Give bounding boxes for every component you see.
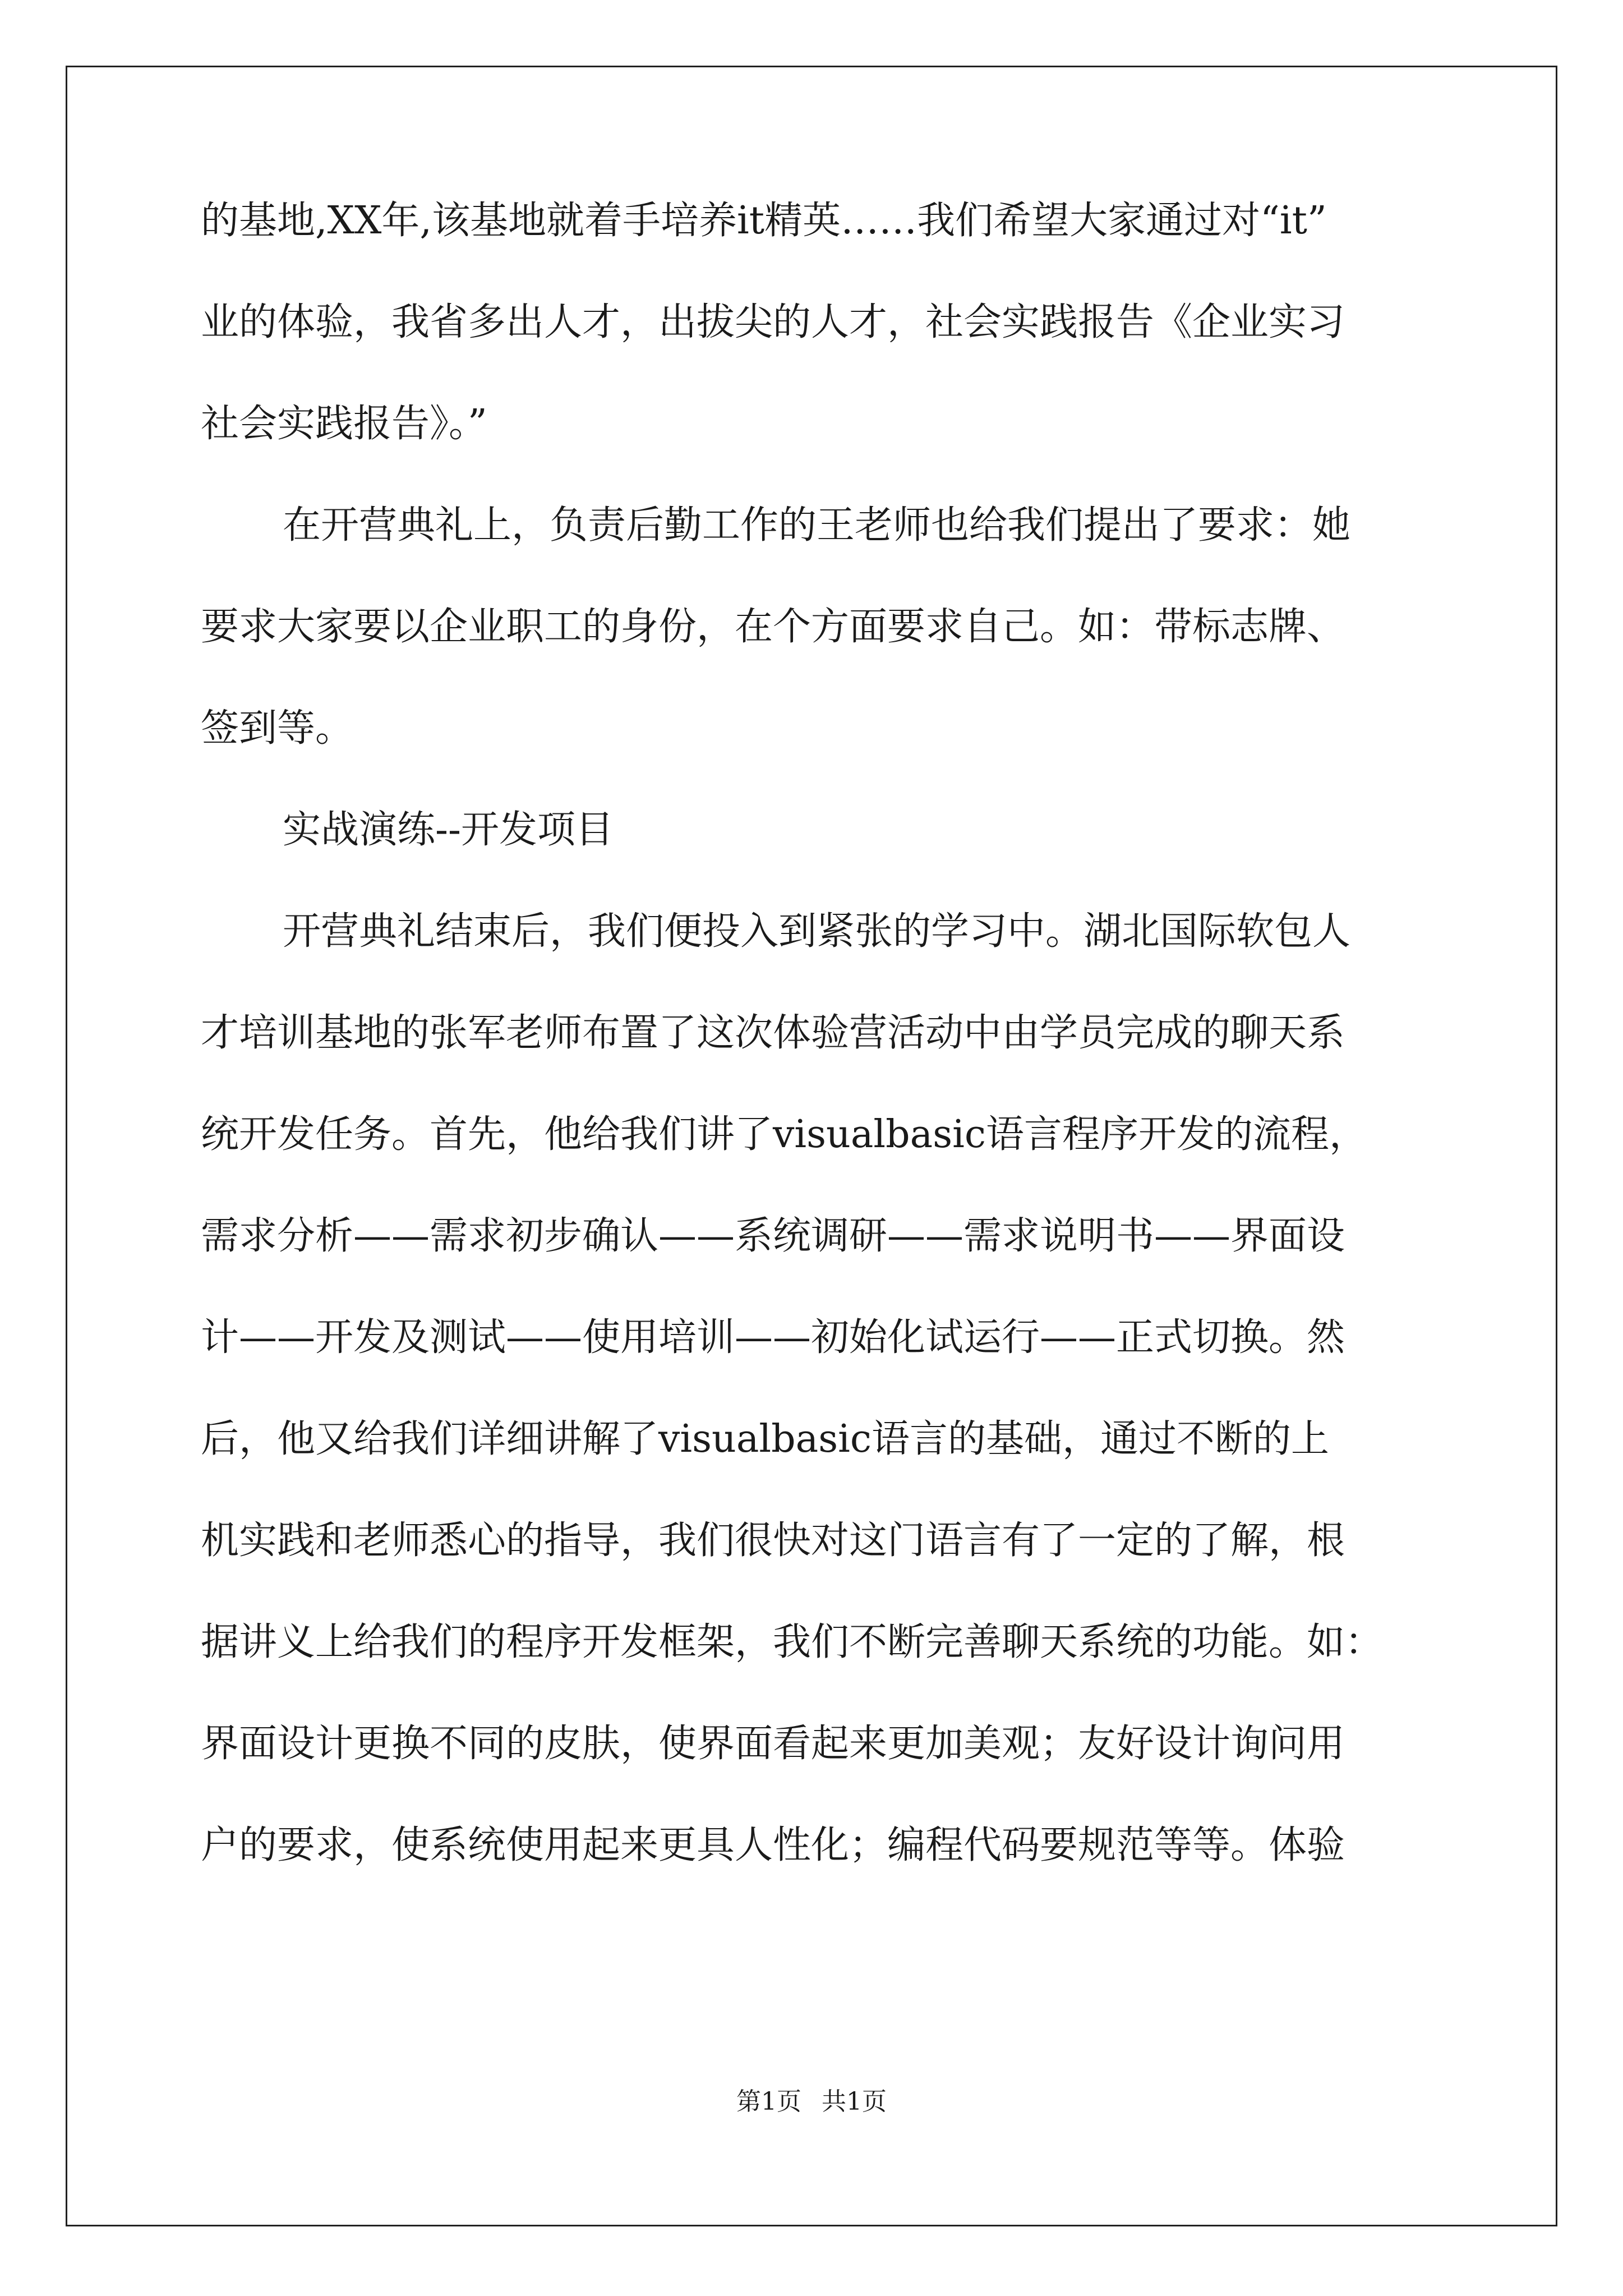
text-line: 计——开发及测试——使用培训——初始化试运行——正式切换。然 (201, 1315, 1345, 1360)
text-line: 业的体验，我省多出人才，出拔尖的人才，社会实践报告《企业实习 (201, 300, 1345, 344)
text-line: 要求大家要以企业职工的身份，在个方面要求自己。如：带标志牌、 (201, 605, 1345, 649)
text-line: 在开营典礼上，负责后勤工作的王老师也给我们提出了要求：她 (283, 503, 1351, 547)
text-line: 开营典礼结束后，我们便投入到紧张的学习中。湖北国际软包人 (283, 909, 1351, 954)
page-footer (0, 2087, 1623, 2116)
page-number: 第1页 (736, 2087, 801, 2116)
section-heading: 实战演练--开发项目 (283, 808, 614, 852)
text-line: 后，他又给我们详细讲解了visualbasic语言的基础，通过不断的上 (201, 1417, 1329, 1461)
text-line: 户的要求，使系统使用起来更具人性化；编程代码要规范等等。体验 (201, 1823, 1345, 1867)
text-line: 界面设计更换不同的皮肤，使界面看起来更加美观；友好设计询问用 (201, 1722, 1345, 1766)
text-line: 才培训基地的张军老师布置了这次体验营活动中由学员完成的聊天系 (201, 1011, 1345, 1055)
text-line: 社会实践报告》。” (201, 402, 487, 446)
text-line: 需求分析——需求初步确认——系统调研——需求说明书——界面设 (201, 1214, 1345, 1258)
text-line: 签到等。 (201, 706, 354, 751)
text-line: 的基地,XX年,该基地就着手培养it精英……我们希望大家通过对“it” (201, 199, 1327, 243)
document-body (201, 199, 1457, 1928)
text-line: 统开发任务。首先，他给我们讲了visualbasic语言程序开发的流程， (201, 1112, 1367, 1157)
text-line: 据讲义上给我们的程序开发框架，我们不断完善聊天系统的功能。如： (201, 1620, 1384, 1664)
text-line: 机实践和老师悉心的指导，我们很快对这门语言有了一定的了解，根 (201, 1519, 1345, 1563)
page-total: 共1页 (822, 2087, 887, 2116)
